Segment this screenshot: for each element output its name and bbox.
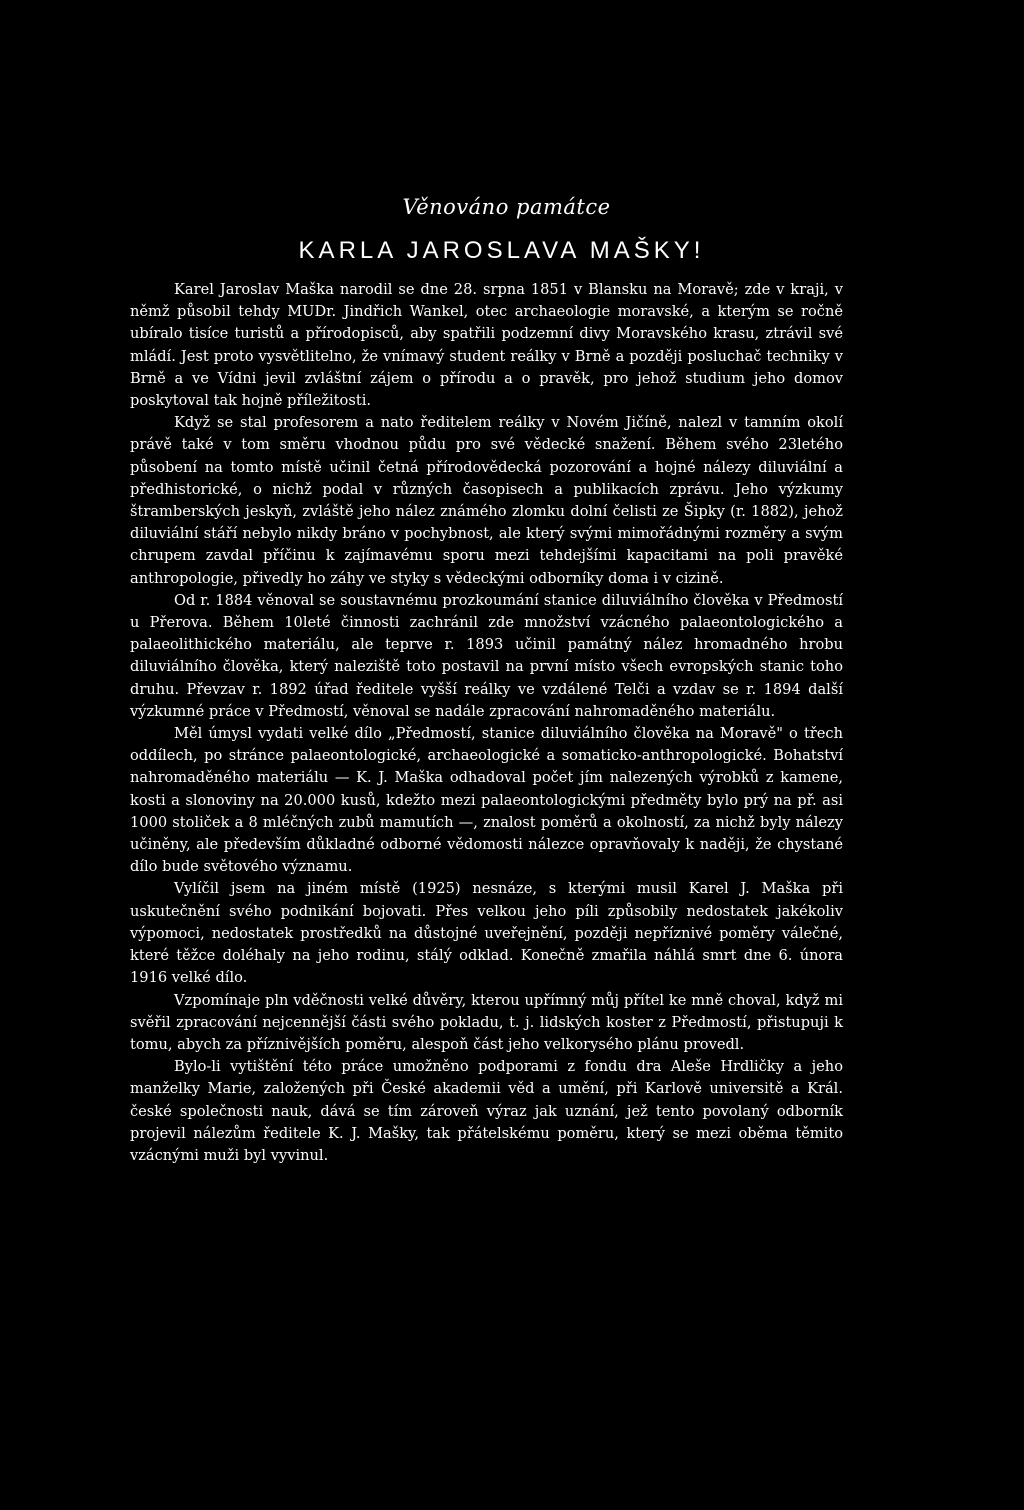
paragraph-5: Vylíčil jsem na jiném místě (1925) nesnáze, s kterými musil Karel J. Maška při uskutečnění svého podnikání bojovati. Přes velkou jeho píli způsobily nedostatek jakékoliv výpomoci, nedostatek prostředků na důstojné uveřejnění, později nepříznivé poměry válečné, které těžce doléhaly na jeho rodinu, stálý odklad. Konečně zmařila náhlá smrt dne 6. února 1916 velké dílo. bbox=[130, 880, 843, 987]
dedication-heading: Věnováno památce bbox=[402, 195, 611, 219]
paragraph-4: Měl úmysl vydati velké dílo „Předmostí, stanice diluviálního člověka na Moravě" o třech oddílech, po stránce palaeontologické, archaeologické a somaticko-anthropologické. Bohatství nahromaděného materiálu — K. J. Maška odhadoval počet jím nalezených výrobků z kamene, kosti a slonoviny na 20.000 kusů, kdežto mezi palaeontologickými předměty bylo prý na př. asi 1000 stoliček a 8 mléčných zubů mamutích —, znalost poměrů a okolností, za nichž byly nálezy učiněny, ale především důkladné odborné vědomosti nálezce opravňovaly k naději, že chystané dílo bude světového významu. bbox=[130, 725, 843, 876]
paragraph-6: Vzpomínaje pln vděčnosti velké důvěry, kterou upřímný můj přítel ke mně choval, když mi svěřil zpracování nejcennější části svého pokladu, t. j. lidských koster z Předmostí, přistupuji k tomu, abych za příznivějších poměru, alespoň část jeho velkorysého plánu provedl. bbox=[130, 991, 843, 1053]
dedicatee-name: KARLA JAROSLAVA MAŠKY! bbox=[298, 237, 705, 264]
paragraph-7: Bylo-li vytištění této práce umožněno podporami z fondu dra Aleše Hrdličky a jeho manželky Marie, založených při České akademii věd a umění, při Karlově universitě a Král. české společnosti nauk, dává se tím zároveň výraz jak uznání, jež tento povolaný odborník projevil nálezům ředitele K. J. Mašky, tak přátelskému poměru, který se mezi oběma těmito vzácnými muži byl vyvinul. bbox=[130, 1058, 843, 1164]
paragraph-3: Od r. 1884 věnoval se soustavnému prozkoumání stanice diluviálního člověka v Předmostí u Přerova. Během 10leté činnosti zachránil zde množství vzácného palaeontologického a palaeolithického materiálu, ale teprve r. 1893 učinil památný nález hromadného hrobu diluviálního člověka, který naleziště toto postavil na první místo všech evropských stanic toho druhu. Převzav r. 1892 úřad ředitele vyšší reálky ve vzdálené Telči a vzdav se r. 1894 další výzkumné práce v Předmostí, věnoval se nadále zpracování nahromaděného materiálu. bbox=[130, 591, 843, 720]
document-page bbox=[130, 195, 843, 1167]
paragraph-2: Když se stal profesorem a nato ředitelem reálky v Novém Jičíně, nalezl v tamním okolí právě také v tom směru vhodnou půdu pro své vědecké snažení. Během svého 23letého působení na tomto místě učinil četná přírodovědecká pozorování a hojné nálezy diluviální a předhistorické, o nichž podal v různých časopisech a publikacích zprávu. Jeho výzkumy štramberských jeskyň, zvláště jeho nález známého zlomku dolní čelisti ze Šipky (r. 1882), jehož diluviální stáří nebylo nikdy bráno v pochybnost, ale který svými mimořádnými rozměry a svým chrupem zavdal příčinu k zajímavému sporu mezi tehdejšími kapacitami na poli pravěké anthropologie, přivedly ho záhy ve styky s vědeckými odborníky doma i v cizině. bbox=[130, 414, 843, 587]
paragraph-1: Karel Jaroslav Maška narodil se dne 28. srpna 1851 v Blansku na Moravě; zde v kraji, v němž působil tehdy MUDr. Jindřich Wankel, otec archaeologie moravské, a kterým se ročně ubíralo tisíce turistů a přírodopisců, aby spatřili podzemní divy Moravského krasu, ztrávil své mládí. Jest proto vysvětlitelno, že vnímavý student reálky v Brně a později posluchač techniky v Brně a ve Vídni jevil zvláštní zájem o přírodu a o pravěk, pro jehož studium jeho domov poskytoval tak hojně příležitosti. bbox=[130, 281, 843, 410]
